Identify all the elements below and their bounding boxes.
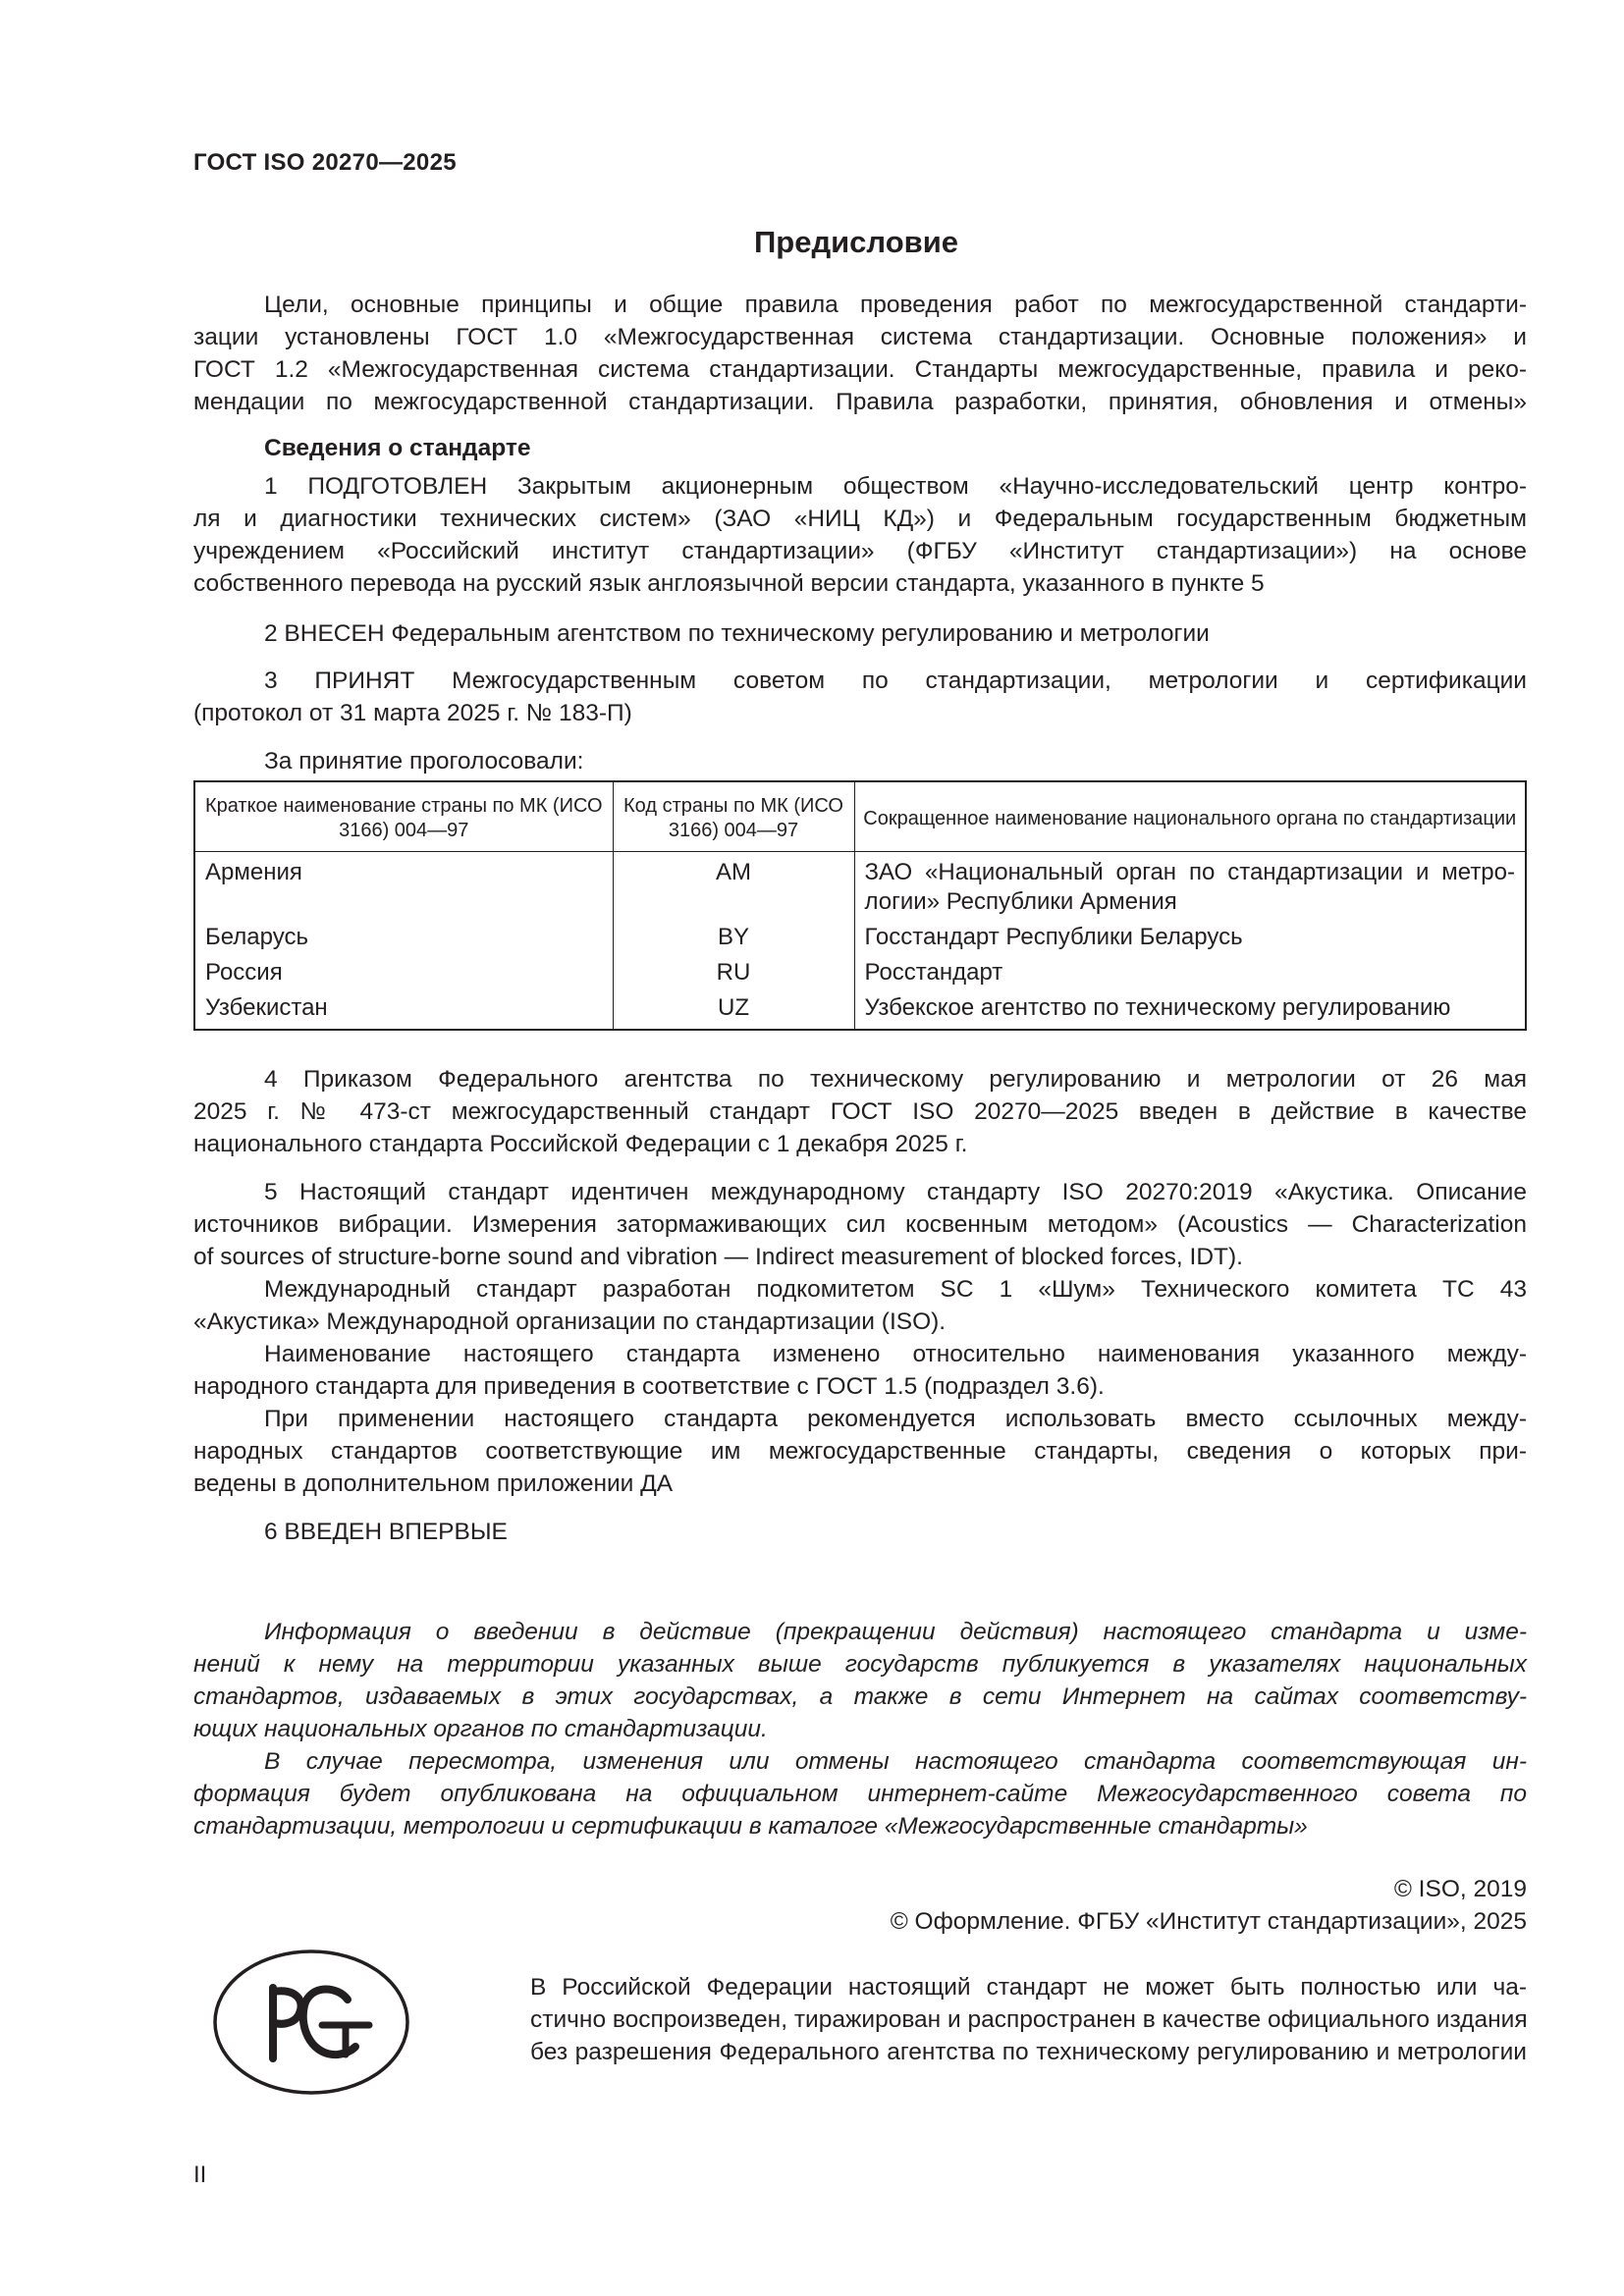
- page-number: II: [193, 2162, 207, 2188]
- table-row: [194, 990, 1526, 1030]
- item-3-paragraph: [193, 665, 1527, 729]
- restriction-line: стично воспроизведен, тиражирован и распространен в качестве официального издания: [530, 2006, 1528, 2033]
- column-header-country: Краткое наименование страны по МК (ИСО 3166) 004—97: [194, 781, 613, 852]
- column-header-body: Сокращенное наименование национального органа по стандартизации: [854, 781, 1526, 852]
- column-header-code: Код страны по МК (ИСО 3166) 004—97: [613, 781, 854, 852]
- item-5-line: Наименование настоящего стандарта изменено относительно наименования указанного между-: [264, 1341, 1527, 1367]
- notice-line: стандартизации, метрологии и сертификации в каталоге «Межгосударственные стандарты»: [193, 1813, 1308, 1840]
- item-5-line: народного стандарта для приведения в соответствие с ГОСТ 1.5 (подраздел 3.6).: [193, 1373, 1105, 1400]
- voted-label: За принятие проголосовали:: [264, 748, 584, 774]
- intro-line: Цели, основные принципы и общие правила проведения работ по межгосударственной стандарти-: [264, 292, 1527, 318]
- item-5-line: «Акустика» Международной организации по стандартизации (ISO).: [193, 1308, 947, 1335]
- body-cell: Росстандарт: [854, 955, 1526, 990]
- item-1-paragraph: [193, 470, 1527, 600]
- notice-line: Информация о введении в действие (прекращении действия) настоящего стандарта и изме-: [264, 1619, 1527, 1645]
- notice-line: стандартов, издаваемых в этих государствах, а также в сети Интернет на сайтах соответству-: [193, 1683, 1527, 1710]
- item-5-section: [193, 1176, 1527, 1500]
- item-4-paragraph: [193, 1063, 1527, 1160]
- restriction-line: В Российской Федерации настоящий стандарт не может быть полностью или ча-: [530, 1974, 1527, 2001]
- item-1-line: учреждением «Российский институт стандартизации» (ФГБУ «Институт стандартизации») на основе: [193, 538, 1527, 564]
- notice-section: [193, 1616, 1527, 1842]
- item-1-line: 1 ПОДГОТОВЛЕН Закрытым акционерным обществом «Научно-исследовательский центр контро-: [264, 473, 1527, 500]
- item-5-line: of sources of structure-borne sound and vibration — Indirect measurement of blocked forces, IDT).: [193, 1244, 1243, 1270]
- restriction-notice: [530, 1971, 1527, 2068]
- intro-line: зации установлены ГОСТ 1.0 «Межгосударственная система стандартизации. Основные положения» и: [193, 324, 1527, 350]
- voting-table: [193, 780, 1527, 1031]
- copyright-iso: © ISO, 2019: [1393, 1876, 1527, 1902]
- body-cell: Госстандарт Республики Беларусь: [854, 920, 1526, 955]
- logo-text: РСТ: [311, 2092, 313, 2093]
- table-header-row: [194, 781, 1526, 852]
- item-4-line: 2025 г. № 473-ст межгосударственный стандарт ГОСТ ISO 20270—2025 введен в действие в качестве: [193, 1098, 1527, 1125]
- copyright-institute: © Оформление. ФГБУ «Институт стандартизации», 2025: [890, 1908, 1527, 1935]
- country-cell: Армения: [194, 852, 613, 921]
- item-5-line: При применении настоящего стандарта рекомендуется использовать вместо ссылочных между-: [264, 1406, 1527, 1432]
- item-5-line: Международный стандарт разработан подкомитетом SC 1 «Шум» Технического комитета TC 43: [264, 1276, 1527, 1303]
- page-title: Предисловие: [753, 225, 958, 259]
- item-3-line: (протокол от 31 марта 2025 г. № 183-П): [193, 700, 632, 726]
- table-row: [194, 955, 1526, 990]
- notice-line: формация будет опубликована на официальном интернет-сайте Межгосударственного совета по: [193, 1781, 1527, 1807]
- country-cell: Россия: [194, 955, 613, 990]
- item-5-line: народных стандартов соответствующие им межгосударственные стандарты, сведения о которых при-: [193, 1438, 1527, 1465]
- intro-paragraph: [193, 289, 1527, 418]
- item-1-line: ля и диагностики технических систем» (ЗАО «НИЦ КД») и Федеральным государственным бюджетным: [193, 506, 1527, 532]
- country-cell: Беларусь: [194, 920, 613, 955]
- item-4-line: 4 Приказом Федерального агентства по техническому регулированию и метрологии от 26 мая: [264, 1066, 1527, 1093]
- copyright-block: [891, 1873, 1527, 1938]
- item-5-line: 5 Настоящий стандарт идентичен международному стандарту ISO 20270:2019 «Акустика. Описание: [264, 1179, 1527, 1205]
- notice-line: ющих национальных органов по стандартизации.: [193, 1716, 768, 1742]
- code-cell: BY: [613, 920, 854, 955]
- code-cell: AM: [613, 852, 854, 921]
- item-5-line: источников вибрации. Измерения затормаживающих сил косвенным методом» (Acoustics — Characterization: [193, 1211, 1527, 1238]
- item-4-line: национального стандарта Российской Федерации с 1 декабря 2025 г.: [193, 1131, 968, 1157]
- rst-certification-logo: [212, 1949, 410, 2096]
- info-heading: Сведения о стандарте: [264, 435, 531, 461]
- intro-line: ГОСТ 1.2 «Межгосударственная система стандартизации. Стандарты межгосударственные, правила и реко-: [193, 356, 1527, 383]
- table-row: [194, 852, 1526, 921]
- body-cell: ЗАО «Национальный орган по стандартизации и метро-логии» Республики Армения: [854, 852, 1526, 921]
- country-cell: Узбекистан: [194, 990, 613, 1030]
- table-row: [194, 920, 1526, 955]
- item-3-line: 3 ПРИНЯТ Межгосударственным советом по стандартизации, метрологии и сертификации: [264, 667, 1527, 694]
- item-6-paragraph: 6 ВВЕДЕН ВПЕРВЫЕ: [264, 1519, 508, 1545]
- notice-line: В случае пересмотра, изменения или отмены настоящего стандарта соответствующая ин-: [264, 1748, 1527, 1775]
- item-5-line: ведены в дополнительном приложении ДА: [193, 1470, 674, 1497]
- item-1-line: собственного перевода на русский язык англоязычной версии стандарта, указанного в пункте 5: [193, 570, 1265, 597]
- document-id-header: ГОСТ ISO 20270—2025: [193, 149, 457, 176]
- item-2-paragraph: 2 ВНЕСЕН Федеральным агентством по техническому регулированию и метрологии: [264, 620, 1210, 647]
- code-cell: RU: [613, 955, 854, 990]
- notice-line: нений к нему на территории указанных выше государств публикуется в указателях национальных: [193, 1651, 1527, 1678]
- intro-line: мендации по межгосударственной стандартизации. Правила разработки, принятия, обновления и отмены»: [193, 389, 1527, 415]
- body-cell: Узбекское агентство по техническому регулированию: [854, 990, 1526, 1030]
- code-cell: UZ: [613, 990, 854, 1030]
- restriction-line: без разрешения Федерального агентства по техническому регулированию и метрологии: [530, 2039, 1527, 2065]
